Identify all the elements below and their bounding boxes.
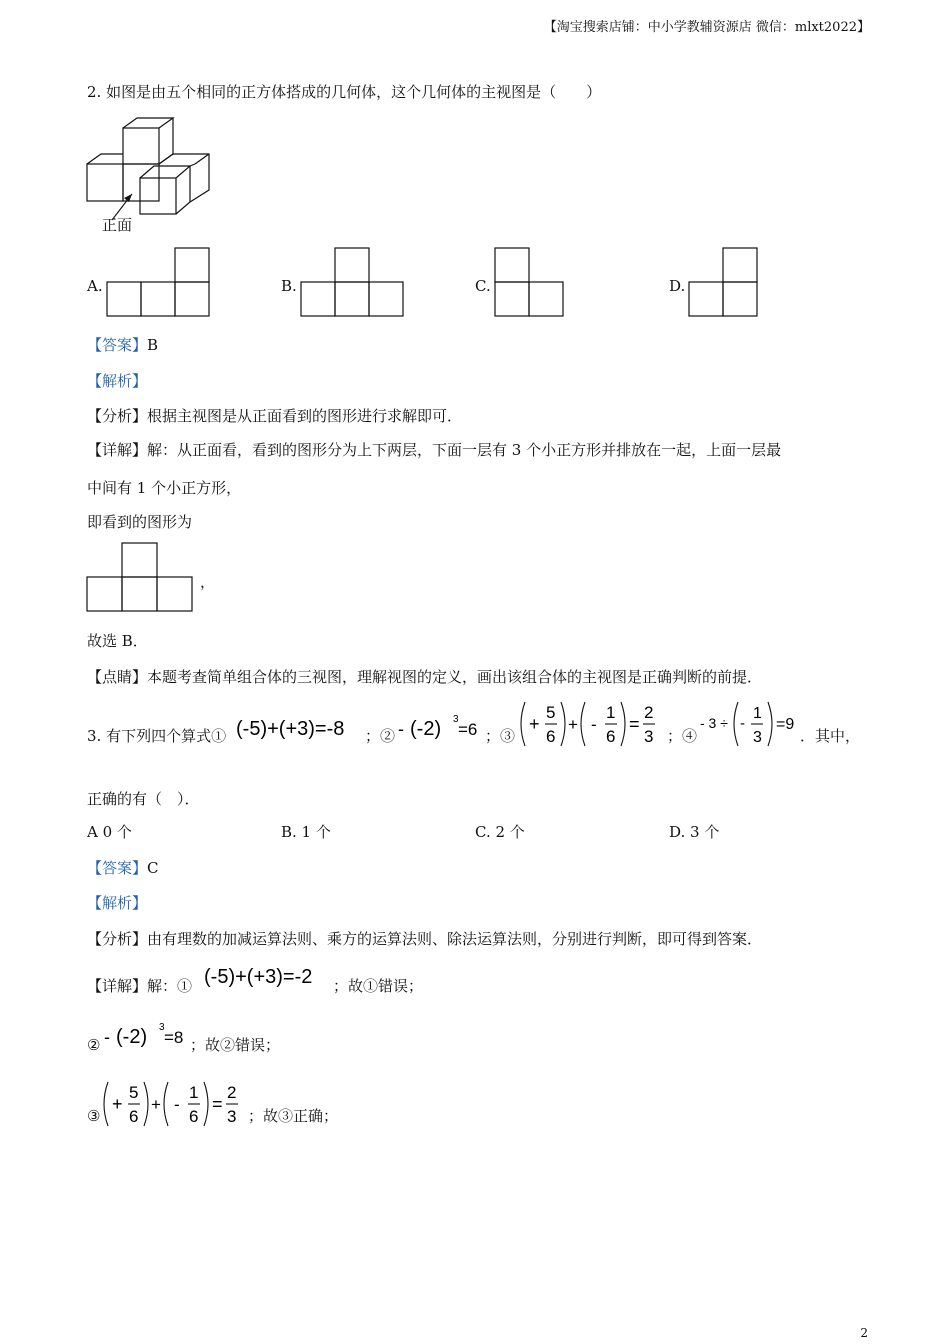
- q3-fenxi-tag: 【分析】: [87, 930, 148, 948]
- q3-detail-3-start: ③: [87, 1107, 101, 1125]
- q3-solution-3-den1: 6: [129, 1107, 139, 1126]
- q3-solution-3-num1: 5: [129, 1083, 139, 1102]
- page-header: 【淘宝搜索店铺：中小学教辅资源店 微信：mlxt2022】: [543, 20, 870, 35]
- q3-expr-3-minus: -: [591, 715, 597, 734]
- q3-analysis-tag: 【解析】: [87, 894, 148, 912]
- q3-expr-3-num3: 2: [644, 703, 654, 722]
- q2-answer: B: [147, 336, 159, 354]
- q3-solution-3-num2: 1: [189, 1083, 199, 1102]
- q2-stem: 2. 如图是由五个相同的正方体搭成的几何体，这个几何体的主视图是（ ）: [87, 83, 602, 101]
- q3-detail-1-end: ；故①错误；: [333, 977, 424, 995]
- q3-solution-1-text: (-5)+(+3)=-2: [204, 966, 313, 988]
- q3-expr-4-num: 1: [753, 705, 762, 722]
- q3-stem-start: 3. 有下列四个算式①: [87, 727, 227, 745]
- q3-expr-1-text: (-5)+(+3)=-8: [236, 718, 345, 740]
- q2-detail-line-2: 中间有 1 个小正方形，: [87, 479, 242, 497]
- q3-solution-3-den3: 3: [227, 1107, 237, 1126]
- q3-fenxi: 由有理数的加减运算法则、乘方的运算法则、除法运算法则，分别进行判断，即可得到答案．: [147, 930, 763, 948]
- q2-option-b-figure: [300, 246, 406, 318]
- q3-expr-2-minus: -: [398, 719, 404, 739]
- q3-expr-3-plus: +: [568, 715, 578, 734]
- q3-detail-start: 解：①: [147, 977, 193, 995]
- q2-option-a-label: A.: [87, 277, 103, 295]
- q2-detail-line-1: [87, 440, 781, 460]
- q3-expr-2-base: (-2): [410, 718, 442, 740]
- q3-solution-1: [204, 960, 334, 990]
- q3-solution-2-rhs: =8: [164, 1028, 184, 1047]
- q3-stem-line2: 正确的有（ ）．: [87, 790, 200, 808]
- q3-solution-3-den2: 6: [189, 1107, 199, 1126]
- q3-detail-line-1: [87, 976, 192, 996]
- q2-option-a-figure: [106, 246, 212, 318]
- q3-option-c: C. 2 个: [475, 823, 525, 841]
- q3-detail-tag: 【详解】: [87, 977, 148, 995]
- q2-detail-1: 解：从正面看，看到的图形分为上下两层，下面一层有 3 个小正方形并排放在一起，上面一层最: [147, 441, 782, 459]
- q2-option-c-label: C.: [475, 277, 491, 295]
- q3-expr-3-plus-sign: +: [529, 714, 540, 734]
- q3-detail-2-start: ②: [87, 1036, 101, 1054]
- q2-detail-line-3: 即看到的图形为: [87, 513, 193, 531]
- q3-solution-3: [102, 1078, 252, 1130]
- q3-expr-2: [396, 712, 486, 742]
- q2-option-c-figure: [494, 246, 566, 318]
- q3-expr-3-den1: 6: [546, 727, 556, 746]
- q2-option-d-figure: [688, 246, 760, 318]
- q3-expr-4-minus: -: [740, 715, 745, 732]
- q3-solution-2-exponent: 3: [159, 1022, 165, 1033]
- q3-stem-end: ．其中，: [800, 727, 861, 745]
- q2-figure-comma: ，: [200, 573, 216, 591]
- q3-solution-3-minus: -: [174, 1095, 180, 1114]
- q3-option-a: A 0 个: [87, 823, 132, 841]
- q3-expr-3: [519, 698, 669, 750]
- q3-solution-3-num3: 2: [227, 1083, 237, 1102]
- q3-expr-1: [236, 712, 366, 742]
- q3-solution-2-minus: -: [104, 1027, 110, 1047]
- q2-fenxi-tag: 【分析】: [87, 407, 148, 425]
- q2-analysis-tag: 【解析】: [87, 372, 148, 390]
- q2-option-b-label: B.: [281, 277, 297, 295]
- q3-answer-line: [87, 858, 159, 878]
- q3-answer: C: [147, 859, 159, 877]
- q3-solution-2-base: (-2): [116, 1026, 148, 1048]
- q2-dianjing-line: [87, 667, 762, 687]
- q3-expr-2-rhs: =6: [458, 720, 478, 739]
- q2-detail-tag: 【详解】: [87, 441, 148, 459]
- front-label: 正面: [102, 216, 133, 234]
- q2-fenxi-line: [87, 406, 462, 426]
- q3-option-b: B. 1 个: [281, 823, 331, 841]
- q3-detail-2-end: ；故②错误；: [190, 1036, 281, 1054]
- q2-answer-tag: 【答案】: [87, 336, 148, 354]
- q3-detail-3-end: ；故③正确；: [248, 1107, 339, 1125]
- q3-expr-4-den: 3: [753, 729, 762, 746]
- q3-option-d: D. 3 个: [669, 823, 720, 841]
- q2-fenxi: 根据主视图是从正面看到的图形进行求解即可．: [147, 407, 463, 425]
- q3-expr-3-num1: 5: [546, 703, 556, 722]
- q3-expr-4-lhs: - 3 ÷: [700, 715, 728, 731]
- q2-answer-line: [87, 335, 158, 355]
- q3-stem-mid1: ；②: [365, 727, 396, 745]
- q3-expr-2-exponent: 3: [453, 714, 459, 725]
- q3-expr-3-den3: 3: [644, 727, 654, 746]
- q2-dianjing-tag: 【点睛】: [87, 668, 148, 686]
- q3-expr-3-equals: =: [629, 714, 640, 734]
- q2-option-d-label: D.: [669, 277, 686, 295]
- q3-solution-3-plus-sign: +: [112, 1094, 123, 1114]
- q3-expr-4-rhs: =9: [776, 716, 795, 733]
- q2-conclusion: 故选 B．: [87, 632, 148, 650]
- q3-stem-mid3: ；④: [667, 727, 698, 745]
- q3-expr-4: [698, 698, 802, 750]
- q2-dianjing: 本题考查简单组合体的三视图，理解视图的定义，画出该组合体的主视图是正确判断的前提．: [147, 668, 763, 686]
- page-number: 2: [860, 1326, 868, 1340]
- q3-expr-3-num2: 1: [606, 703, 616, 722]
- q3-solution-2: [102, 1020, 192, 1050]
- q2-result-figure: [86, 541, 194, 613]
- q3-stem-mid2: ；③: [485, 727, 516, 745]
- q3-solution-3-plus: +: [151, 1095, 161, 1114]
- q3-expr-3-den2: 6: [606, 727, 616, 746]
- q3-fenxi-line: [87, 929, 762, 949]
- q3-solution-3-equals: =: [212, 1094, 223, 1114]
- cube-solid-figure: [84, 116, 219, 216]
- q3-answer-tag: 【答案】: [87, 859, 148, 877]
